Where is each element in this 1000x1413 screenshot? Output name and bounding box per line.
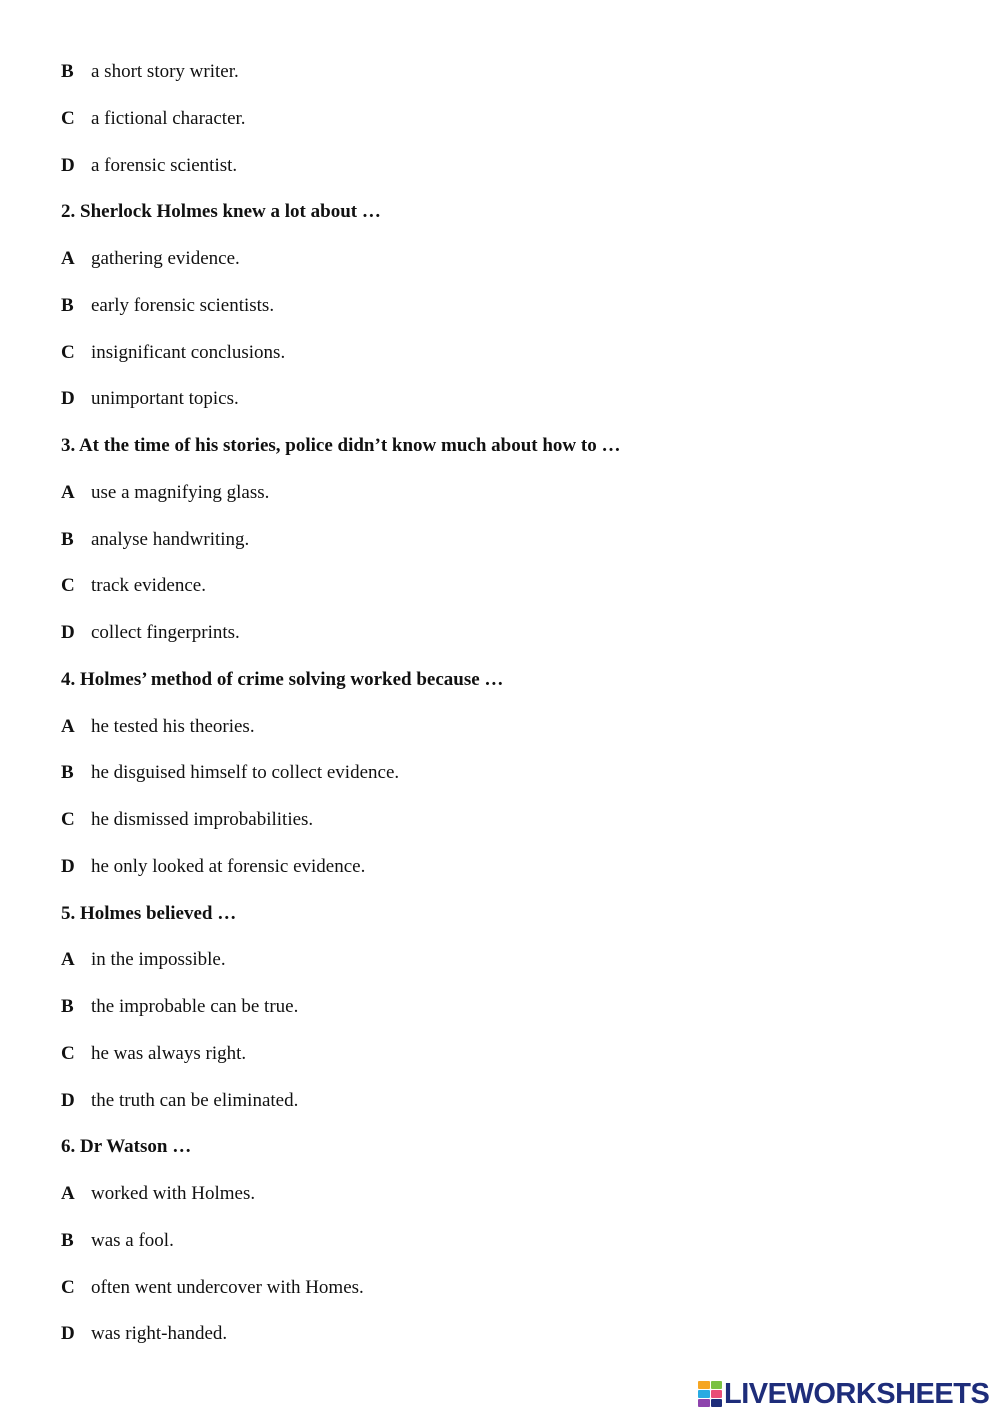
answer-option [61, 948, 226, 972]
option-text: in the impossible. [91, 949, 226, 971]
liveworksheets-logo [698, 1378, 989, 1410]
logo-square [711, 1399, 723, 1407]
logo-square [698, 1399, 710, 1407]
option-text: gathering evidence. [91, 248, 240, 269]
option-letter: D [61, 855, 75, 877]
option-text: collect fingerprints. [91, 622, 240, 643]
option-text: a short story writer. [91, 61, 239, 82]
option-letter: C [61, 809, 75, 830]
option-text: the improbable can be true. [91, 996, 299, 1017]
answer-option [61, 387, 239, 411]
liveworksheets-icon [698, 1381, 722, 1407]
answer-option [61, 481, 269, 505]
option-letter: C [61, 341, 75, 363]
question-text: 3. At the time of his stories, police didn’t know much about how to … [61, 435, 621, 456]
option-text: insignificant conclusions. [91, 341, 286, 363]
option-text: unimportant topics. [91, 388, 239, 410]
answer-option [61, 574, 206, 598]
answer-option [61, 1276, 364, 1300]
option-text: he tested his theories. [91, 715, 255, 737]
answer-option [61, 995, 298, 1019]
answer-option [61, 294, 274, 318]
option-letter: B [61, 762, 74, 784]
answer-option [61, 761, 399, 785]
option-letter: B [61, 528, 74, 550]
option-text: often went undercover with Homes. [91, 1276, 364, 1298]
option-letter: C [61, 575, 75, 597]
option-letter: D [61, 1089, 75, 1111]
answer-option [61, 855, 365, 879]
answer-option [61, 1182, 255, 1206]
answer-option [61, 1089, 298, 1113]
answer-option [61, 1042, 246, 1066]
logo-square [711, 1381, 723, 1389]
question-text: 4. Holmes’ method of crime solving worked because … [61, 668, 504, 690]
option-letter: B [61, 61, 74, 82]
option-letter: A [61, 715, 75, 737]
answer-option [61, 1322, 227, 1346]
option-letter: D [61, 1323, 75, 1345]
option-letter: B [61, 1229, 74, 1251]
answer-option [61, 154, 237, 178]
option-text: he was always right. [91, 1042, 247, 1064]
option-letter: C [61, 107, 75, 129]
brand-text: LIVEWORKSHEETS [724, 1377, 990, 1410]
option-letter: A [61, 949, 75, 971]
option-letter: C [61, 1276, 75, 1298]
option-text: he only looked at forensic evidence. [91, 855, 366, 877]
option-text: he dismissed improbabilities. [91, 809, 314, 830]
option-text: was right-handed. [91, 1323, 228, 1345]
question-text: 6. Dr Watson … [61, 1136, 192, 1158]
answer-option [61, 715, 255, 739]
option-letter: A [61, 481, 75, 503]
option-text: the truth can be eliminated. [91, 1089, 299, 1111]
option-text: a fictional character. [91, 107, 246, 129]
option-text: analyse handwriting. [91, 528, 250, 550]
option-text: a forensic scientist. [91, 154, 238, 176]
option-text: early forensic scientists. [91, 294, 275, 316]
option-letter: D [61, 154, 75, 176]
answer-option [61, 528, 249, 552]
option-text: track evidence. [91, 575, 206, 597]
option-letter: C [61, 1042, 75, 1064]
option-letter: D [61, 388, 75, 410]
option-letter: A [61, 248, 75, 269]
answer-option [61, 247, 240, 271]
option-letter: B [61, 294, 74, 316]
logo-square [711, 1390, 723, 1398]
option-text: was a fool. [91, 1229, 174, 1251]
option-text: worked with Holmes. [91, 1183, 256, 1204]
option-letter: D [61, 622, 75, 643]
answer-option [61, 1229, 174, 1253]
question-text: 5. Holmes believed … [61, 902, 237, 924]
answer-option [61, 621, 240, 645]
answer-option [61, 341, 285, 365]
answer-option [61, 107, 246, 131]
option-letter: A [61, 1183, 75, 1204]
option-letter: B [61, 996, 74, 1017]
answer-option [61, 60, 239, 84]
logo-square [698, 1381, 710, 1389]
logo-square [698, 1390, 710, 1398]
question-text: 2. Sherlock Holmes knew a lot about … [61, 201, 381, 223]
answer-option [61, 808, 313, 832]
option-text: use a magnifying glass. [91, 481, 270, 503]
option-text: he disguised himself to collect evidence. [91, 762, 400, 784]
